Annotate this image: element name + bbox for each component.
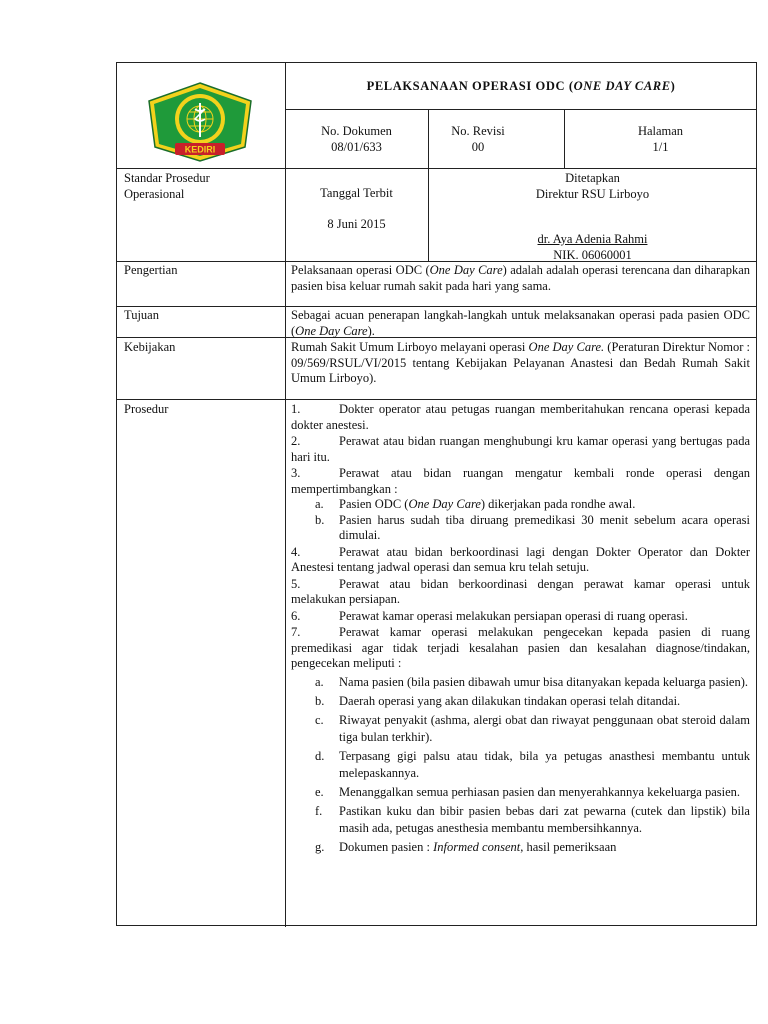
step-4: 4. Perawat atau bidan berkoordinasi lagi dengan Dokter Operator dan Dokter Anestesi tentang jadwal operasi dan semua kru telah setuju.: [291, 544, 750, 574]
prosedur-label: Prosedur: [124, 402, 169, 416]
logo-city: KEDIRI: [184, 144, 216, 155]
issued-cell: [285, 186, 428, 232]
prosedur-steps: [291, 402, 750, 856]
step-7d: d. Terpasang gigi palsu atau tidak, bila ya petugas anasthesi membantu untuk melepaskannya.: [315, 748, 750, 780]
doc-number-label: No. Dokumen: [321, 124, 392, 138]
step-7b: b. Daerah operasi yang akan dilakukan tindakan operasi telah ditandai.: [315, 693, 681, 708]
hospital-logo: [145, 81, 255, 163]
sop-document: [116, 62, 757, 926]
issued-label: Tanggal Terbit: [320, 186, 393, 200]
page-cell: [564, 124, 757, 155]
pengertian-label: Pengertian: [124, 263, 178, 277]
step-7f: f. Pastikan kuku dan bibir pasien bebas dari zat pewarna (cutek dan lipstik) bila masih ada, petugas anesthesia membantu membersihkannya.: [315, 803, 750, 835]
step-3b: b. Pasien harus sudah tiba diruang premedikasi 30 menit sebelum acara operasi dimulai.: [315, 512, 750, 542]
row-divider-kebijakan: [117, 399, 757, 400]
kebijakan-label: Kebijakan: [124, 340, 176, 354]
director-name: dr. Aya Adenia Rahmi: [537, 232, 648, 246]
doc-number-cell: [285, 124, 428, 155]
step-3: 3. Perawat atau bidan ruangan mengatur kembali ronde operasi dengan mempertimbangkan :: [291, 466, 750, 496]
row-divider-title: [285, 109, 757, 110]
document-title: PELAKSANAAN OPERASI ODC (ONE DAY CARE): [366, 79, 676, 93]
step-7e: e. Menanggalkan semua perhiasan pasien dan menyerahkannya kekeluarga pasien.: [315, 784, 741, 799]
approval-line2: Direktur RSU Lirboyo: [535, 186, 650, 201]
revision-value: 00: [471, 139, 485, 154]
step-7a: a. Nama pasien (bila pasien dibawah umur bisa ditanyakan kepada keluarga pasien).: [315, 674, 748, 689]
step-7c: c. Riwayat penyakit (ashma, alergi obat dan riwayat penggunaan obat steroid dalam tiga bulan terkhir).: [315, 712, 750, 744]
step-7g: g. Dokumen pasien : Informed consent, hasil pemeriksaan: [315, 839, 617, 854]
spo-label: [124, 171, 279, 202]
tujuan-text: Sebagai acuan penerapan langkah-langkah untuk melaksanakan operasi pada pasien ODC (One Day Care).: [291, 308, 750, 338]
step-7: 7. Perawat kamar operasi melakukan pengecekan kepada pasien di ruang premedikasi agar tidak terjadi kesalahan pasien dan kesalahan diagnose/tindakan, pengecekan meliputi :: [291, 625, 750, 670]
revision-label: No. Revisi: [451, 124, 505, 138]
doc-number-value: 08/01/633: [331, 139, 382, 154]
issued-date: 8 Juni 2015: [327, 216, 386, 231]
tujuan-label: Tujuan: [124, 308, 159, 322]
approval-cell: [428, 171, 757, 263]
step-3a: a. Pasien ODC (One Day Care) dikerjakan pada rondhe awal.: [315, 497, 636, 511]
step-6: 6. Perawat kamar operasi melakukan persiapan operasi di ruang operasi.: [291, 608, 688, 623]
row-divider-header: [117, 168, 757, 169]
step-5: 5. Perawat atau bidan berkoordinasi dengan perawat kamar operasi untuk melakukan persiapan.: [291, 576, 750, 606]
director-nik: NIK. 06060001: [553, 247, 632, 262]
revision-cell: [428, 124, 528, 155]
kebijakan-text: Rumah Sakit Umum Lirboyo melayani operasi One Day Care. (Peraturan Direktur Nomor : 09/569/RSUL/VI/2015 tentang Kebijakan Pelayanan Anastesi dan Bedah Rumah Sakit Umum Lirboyo).: [291, 340, 750, 385]
page-value: 1/1: [652, 139, 669, 154]
step-1: 1. Dokter operator atau petugas ruangan memberitahukan rencana operasi kepada dokter anestesi.: [291, 402, 750, 432]
spo-label-line2: Operasional: [124, 186, 185, 201]
page-label: Halaman: [637, 124, 684, 138]
approval-line1: Ditetapkan: [565, 171, 620, 185]
step-2: 2. Perawat atau bidan ruangan menghubungi kru kamar operasi yang bertugas pada hari itu.: [291, 434, 750, 464]
row-divider-pengertian: [117, 306, 757, 307]
spo-label-line1: Standar Prosedur: [124, 171, 210, 185]
pengertian-text: Pelaksanaan operasi ODC (One Day Care) adalah adalah operasi terencana dan diharapkan pasien bisa keluar rumah sakit pada hari yang sama.: [291, 263, 750, 293]
